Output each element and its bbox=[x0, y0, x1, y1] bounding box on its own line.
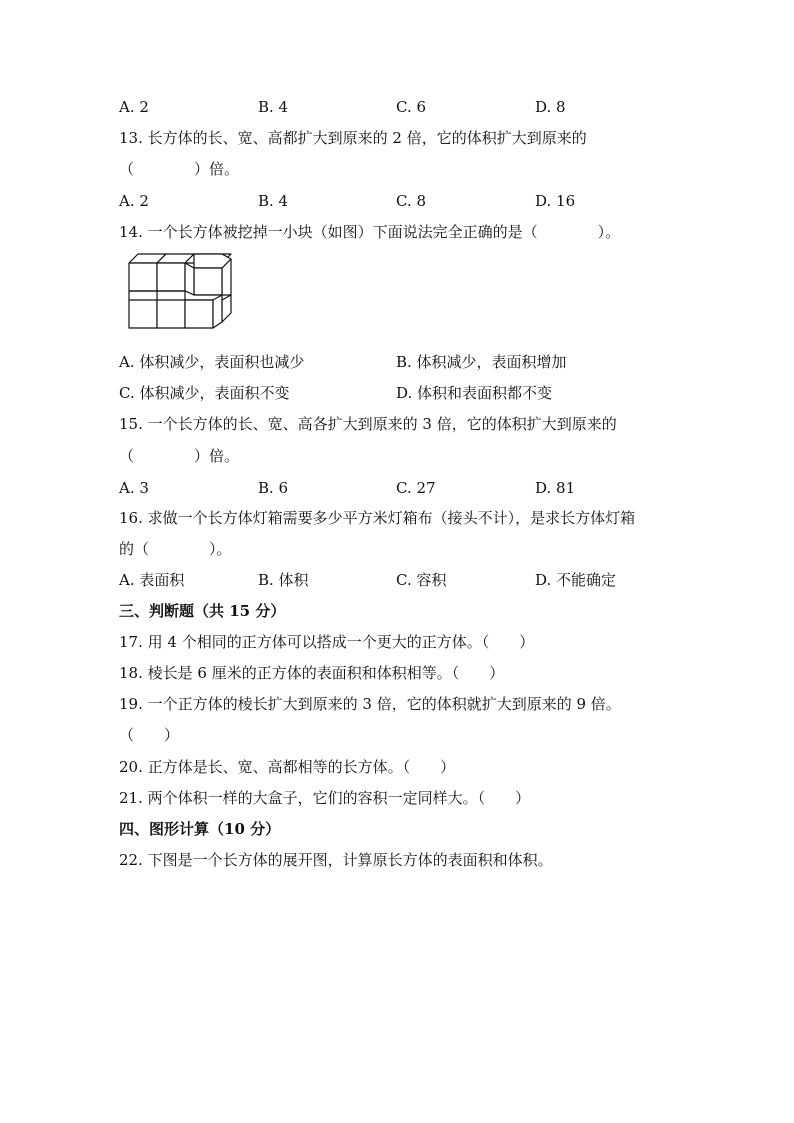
q14-option-d[interactable]: D. 体积和表面积都不变 bbox=[396, 384, 553, 402]
q18-text: 18. 棱长是 6 厘米的正方体的表面积和体积相等。（ ） bbox=[119, 664, 505, 682]
q20-text: 20. 正方体是长、宽、高都相等的长方体。（ ） bbox=[119, 758, 456, 776]
q12-option-d[interactable]: D. 8 bbox=[535, 98, 566, 116]
q14-option-c[interactable]: C. 体积减少，表面积不变 bbox=[119, 384, 290, 402]
q13-option-a[interactable]: A. 2 bbox=[119, 192, 149, 210]
q19-text-line2: （ ） bbox=[119, 726, 180, 744]
q12-option-a[interactable]: A. 2 bbox=[119, 98, 149, 116]
q16-option-b[interactable]: B. 体积 bbox=[258, 571, 309, 589]
q15-text-line1: 15. 一个长方体的长、宽、高各扩大到原来的 3 倍，它的体积扩大到原来的 bbox=[119, 415, 617, 433]
q19-text-line1: 19. 一个正方体的棱长扩大到原来的 3 倍，它的体积就扩大到原来的 9 倍。 bbox=[119, 695, 621, 713]
q21-text: 21. 两个体积一样的大盒子，它们的容积一定同样大。（ ） bbox=[119, 789, 531, 807]
section-3-heading: 三、判断题（共 15 分） bbox=[119, 602, 286, 620]
q12-option-b[interactable]: B. 4 bbox=[258, 98, 289, 116]
q16-text-line1: 16. 求做一个长方体灯箱需要多少平方米灯箱布（接头不计），是求长方体灯箱 bbox=[119, 509, 636, 527]
q15-option-c[interactable]: C. 27 bbox=[396, 479, 436, 497]
q17-text: 17. 用 4 个相同的正方体可以搭成一个更大的正方体。（ ） bbox=[119, 633, 535, 651]
q13-text-line2: （ ）倍。 bbox=[119, 160, 240, 178]
q16-option-a[interactable]: A. 表面积 bbox=[119, 571, 185, 589]
section-4-heading: 四、图形计算（10 分） bbox=[119, 820, 281, 838]
q15-option-a[interactable]: A. 3 bbox=[119, 479, 149, 497]
q12-option-c[interactable]: C. 6 bbox=[396, 98, 427, 116]
q14-option-b[interactable]: B. 体积减少，表面积增加 bbox=[396, 353, 567, 371]
q13-text-line1: 13. 长方体的长、宽、高都扩大到原来的 2 倍，它的体积扩大到原来的 bbox=[119, 129, 587, 147]
q16-option-c[interactable]: C. 容积 bbox=[396, 571, 447, 589]
q14-text: 14. 一个长方体被挖掉一小块（如图）下面说法完全正确的是（ ）。 bbox=[119, 223, 621, 241]
q16-text-line2: 的（ ）。 bbox=[119, 540, 232, 558]
cuboid-with-cutout-figure bbox=[126, 252, 238, 334]
q13-option-d[interactable]: D. 16 bbox=[535, 192, 576, 210]
q13-option-b[interactable]: B. 4 bbox=[258, 192, 289, 210]
q13-option-c[interactable]: C. 8 bbox=[396, 192, 427, 210]
q14-option-a[interactable]: A. 体积减少，表面积也减少 bbox=[119, 353, 305, 371]
q15-option-d[interactable]: D. 81 bbox=[535, 479, 576, 497]
q15-text-line2: （ ）倍。 bbox=[119, 447, 240, 465]
q22-text: 22. 下图是一个长方体的展开图，计算原长方体的表面积和体积。 bbox=[119, 851, 553, 869]
q16-option-d[interactable]: D. 不能确定 bbox=[535, 571, 617, 589]
q15-option-b[interactable]: B. 6 bbox=[258, 479, 289, 497]
